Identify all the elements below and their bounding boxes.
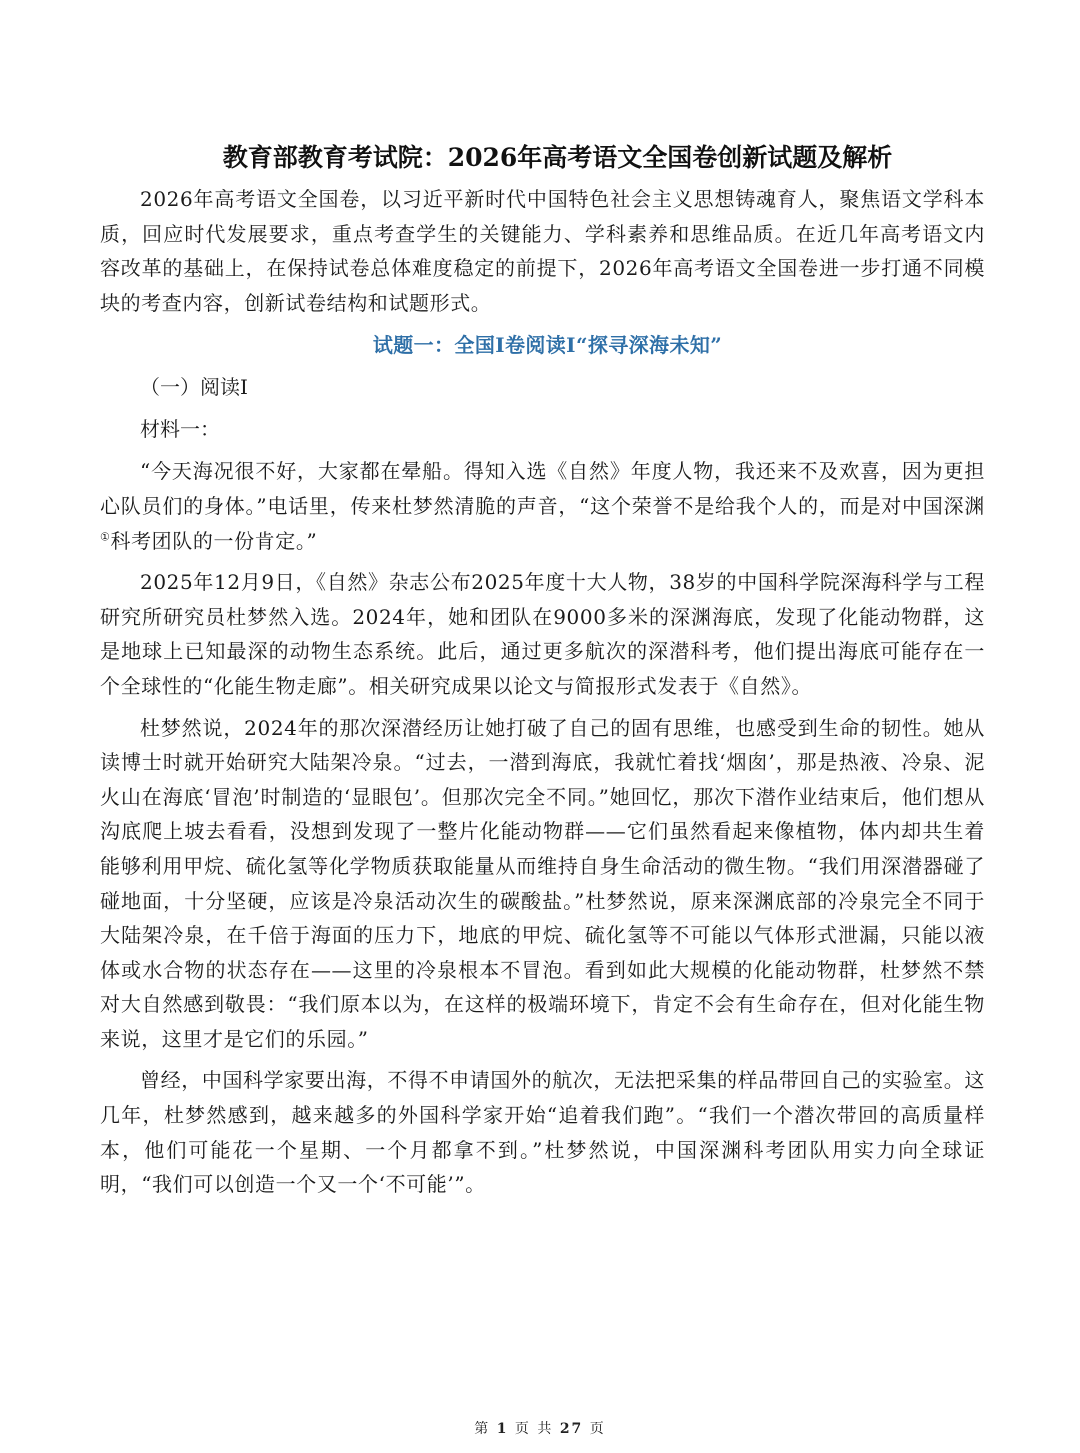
paragraph-2: 2025年12月9日，《自然》杂志公布2025年度十大人物，38岁的中国科学院深海科学与工程研究所研究员杜梦然入选。2024年，她和团队在9000多米的深渊海底，发现了化能动物群，这是地球上已知最深的动物生态系统。此后，通过更多航次的深潜科考，他们提出海底可能存在一个全球性的“化能生物走廊”。相关研究成果以论文与简报形式发表于《自然》。 <box>100 570 985 698</box>
page-footer <box>0 1418 1080 1438</box>
section-heading: 试题一：全国Ⅰ卷阅读Ⅰ“探寻深海未知” <box>372 333 723 358</box>
paragraph-1 <box>100 454 985 558</box>
paragraph-4: 曾经，中国科学家要出海，不得不申请国外的航次，无法把采集的样品带回自己的实验室。这几年，杜梦然感到，越来越多的外国科学家开始“追着我们跑”。“我们一个潜次带回的高质量样本，他们可能花一个星期、一个月都拿不到。”杜梦然说，中国深渊科考团队用实力向全球证明，“我们可以创造一个又一个‘不可能’”。 <box>100 1068 985 1197</box>
document-page <box>100 140 985 1209</box>
footer-prefix: 第 <box>474 1421 491 1437</box>
footer-total-pages: 27 <box>559 1421 584 1437</box>
intro-paragraph: 2026年高考语文全国卷，以习近平新时代中国特色社会主义思想铸魂育人，聚焦语文学科本质，回应时代发展要求，重点考查学生的关键能力、学科素养和思维品质。在近几年高考语文内容改革的基础上，在保持试卷总体难度稳定的前提下，2026年高考语文全国卷进一步打通不同模块的考查内容，创新试卷结构和试题形式。 <box>100 187 985 315</box>
document-title: 教育部教育考试院：2026年高考语文全国卷创新试题及解析 <box>222 143 893 172</box>
footer-page-number: 1 <box>496 1421 509 1437</box>
paragraph-1-text-end: 科考团队的一份肯定。” <box>110 528 318 553</box>
footnote-marker: ① <box>100 529 111 543</box>
reading-label: （一）阅读Ⅰ <box>140 375 248 400</box>
footer-suffix: 页 <box>589 1421 606 1437</box>
paragraph-3: 杜梦然说，2024年的那次深潜经历让她打破了自己的固有思维，也感受到生命的韧性。她从读博士时就开始研究大陆架冷泉。“过去，一潜到海底，我就忙着找‘烟囱’，那是热液、冷泉、泥火山在海底‘冒泡’时制造的‘显眼包’。但那次完全不同。”她回忆，那次下潜作业结束后，他们想从沟底爬上坡去看看，没想到发现了一整片化能动物群——它们虽然看起来像植物，体内却共生着能够利用甲烷、硫化氢等化学物质获取能量从而维持自身生命活动的微生物。“我们用深潜器碰了碰地面，十分坚硬，应该是冷泉活动次生的碳酸盐。”杜梦然说，原来深渊底部的冷泉完全不同于大陆架冷泉，在千倍于海面的压力下，地底的甲烷、硫化氢等不可能以气体形式泄漏，只能以液体或水合物的状态存在——这里的冷泉根本不冒泡。看到如此大规模的化能动物群，杜梦然不禁对大自然感到敬畏：“我们原本以为，在这样的极端环境下，肯定不会有生命存在，但对化能生物来说，这里才是它们的乐园。” <box>100 715 985 1051</box>
material-label: 材料一： <box>140 417 220 442</box>
paragraph-1-text: “今天海况很不好，大家都在晕船。得知入选《自然》年度人物，我还来不及欢喜，因为更担心队员们的身体。”电话里，传来杜梦然清脆的声音，“这个荣誉不是给我个人的，而是对中国深渊 <box>100 459 985 518</box>
footer-middle: 页 共 <box>514 1421 554 1437</box>
